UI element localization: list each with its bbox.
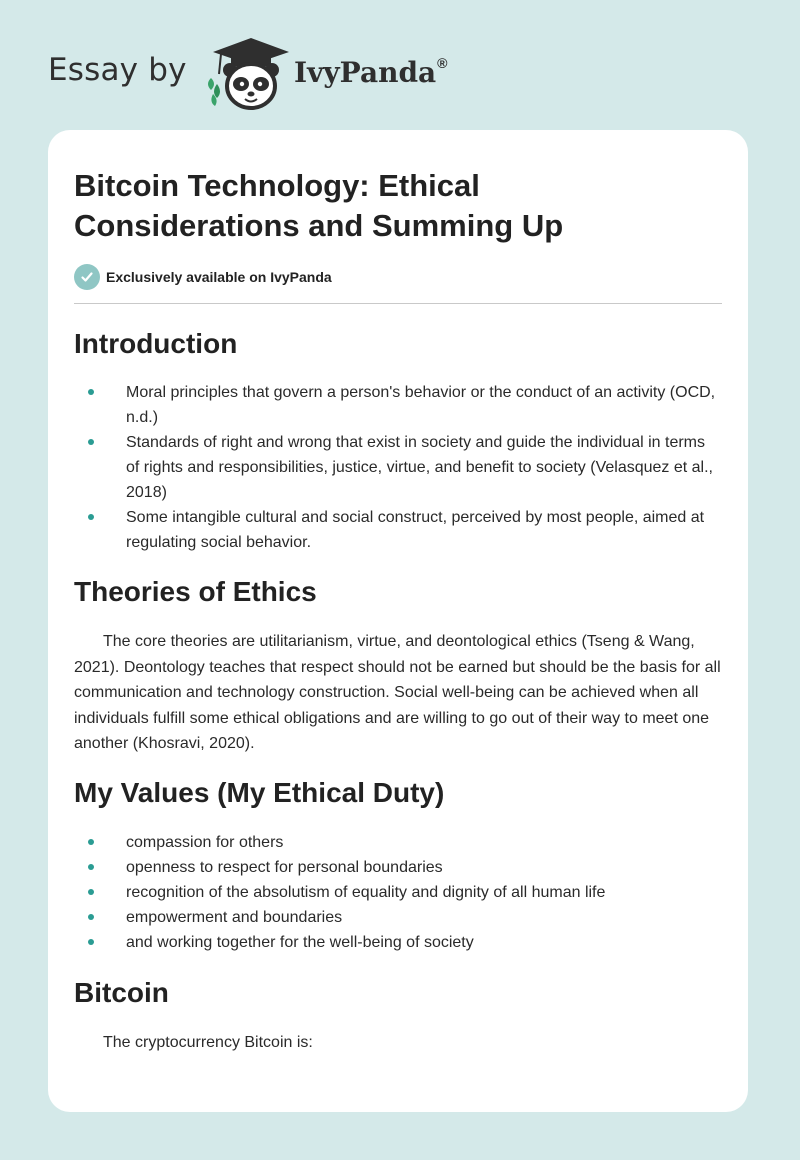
list-item: and working together for the well-being of society <box>74 930 722 955</box>
essay-card <box>48 130 748 1112</box>
section-my-values <box>74 776 722 955</box>
bullet-icon <box>88 389 94 395</box>
list-item: recognition of the absolutism of equality and dignity of all human life <box>74 880 722 905</box>
page-title: Bitcoin Technology: Ethical Considerations and Summing Up <box>74 168 564 243</box>
section-theories-of-ethics <box>74 575 722 757</box>
section-heading: Bitcoin <box>74 976 169 1008</box>
bullet-icon <box>88 864 94 870</box>
list-item: openness to respect for personal boundaries <box>74 855 722 880</box>
list-item: Some intangible cultural and social construct, perceived by most people, aimed at regulating social behavior. <box>74 505 722 555</box>
panda-graduate-icon[interactable] <box>203 34 295 112</box>
exclusive-badge <box>74 264 722 290</box>
divider <box>74 303 722 304</box>
site-header <box>48 34 548 114</box>
bullet-icon <box>88 839 94 845</box>
section-bitcoin <box>74 976 722 1056</box>
list-item: Moral principles that govern a person's behavior or the conduct of an activity (OCD, n.d.) <box>74 380 722 430</box>
bullet-icon <box>88 914 94 920</box>
list-item: empowerment and boundaries <box>74 905 722 930</box>
section-heading: Theories of Ethics <box>74 576 317 607</box>
section-heading: My Values (My Ethical Duty) <box>74 776 445 808</box>
introduction-list <box>74 380 722 555</box>
list-item: Standards of right and wrong that exist in society and guide the individual in terms of rights and responsibilities, justice, virtue, and benefit to society (Velasquez et al., 2018) <box>74 430 722 505</box>
bullet-icon <box>88 939 94 945</box>
check-circle-icon <box>74 264 100 290</box>
bullet-icon <box>88 514 94 520</box>
brand-name[interactable]: IvyPanda® <box>294 54 448 89</box>
values-list <box>74 830 722 955</box>
list-item: compassion for others <box>74 830 722 855</box>
brand-prefix: Essay by <box>48 52 187 88</box>
trademark-mark: ® <box>437 54 448 71</box>
section-paragraph: The cryptocurrency Bitcoin is: <box>103 1033 313 1051</box>
section-heading: Introduction <box>74 328 238 359</box>
bullet-icon <box>88 889 94 895</box>
exclusive-label: Exclusively available on IvyPanda <box>106 269 332 285</box>
section-introduction <box>74 327 722 555</box>
section-paragraph: The core theories are utilitarianism, virtue, and deontological ethics (Tseng & Wang, 2021). Deontology teaches that respect should not be earned but should be the basis for all communication and technology construction. Social well-being can be achieved when all individuals fulfill some ethical obligations and are willing to go out of their way to meet one another (Khosravi, 2020). <box>74 633 721 752</box>
bullet-icon <box>88 439 94 445</box>
